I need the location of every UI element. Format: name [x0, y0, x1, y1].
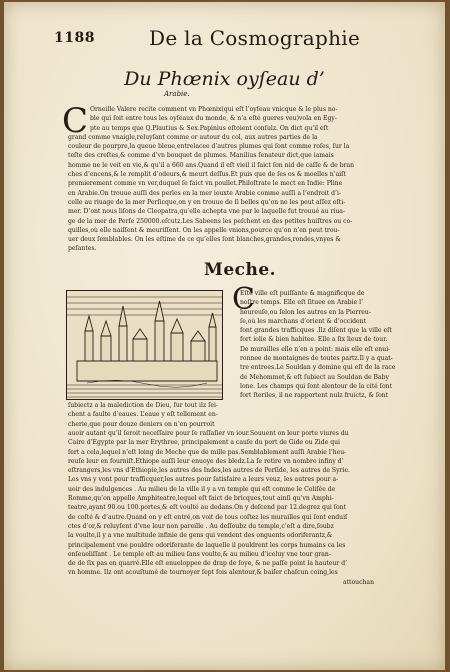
- text-line: teſte des creſtes,& comme d’vn bouquet de plumes. Manilius ſenateur dict,que iamais: [68, 152, 334, 160]
- text-line: Les vns y vont pour trafficquer,les autres pour ſatisfaire a leurs veuz, les autres pour a-: [68, 476, 339, 484]
- text-line: Caire d’Egypte par la mer Erythree, principalement a cauſe du port de Gide ou Zide qui: [68, 439, 340, 447]
- text-line: tre entrees.Le Souldan y domine qui eſt de la race: [240, 364, 396, 372]
- text-line: teatre,ayant 90.ou 100.portes,& eſt voulté au dedans.On y deſcend par 12.degrez qui ſont: [68, 504, 347, 512]
- text-line: ſert a cela,lequel n’eſt loing de Meche que de mille pas.Semblablement auſſi Arabie l’heu-: [68, 448, 347, 456]
- text-line: Romme,qu’on appelle Amphiteatre,lequel eſt faict de bricques,tout ainſi qu’vn Amphi-: [68, 495, 334, 503]
- text-line: mer. D’ont nous liſons de Cleopatra,qu’elle achepta vne par le laquelle fut trouué au riua-: [68, 208, 346, 216]
- text-line: noſtre temps. Elle eſt ſituee en Arabie l’: [240, 299, 364, 307]
- text-line: couleur de pourpre,la queue bleue,entrelacee d’autres plumes qui ſont comme roſes, ſur la: [68, 143, 350, 151]
- paragraph-phoenix: [68, 105, 404, 254]
- text-line: pte au temps que Q.Plautius & Sex.Papinius eſtoient conſulz. On dict qu’il eſt: [90, 124, 329, 132]
- catchword: attouchan: [342, 578, 374, 586]
- page-number: 1188: [54, 30, 95, 46]
- text-line: cherie,que pour douze deniers on n’en pourroit: [68, 420, 215, 428]
- text-line: celle au riuage de la mer Perſicque,on y en trouue de ſi belles qu’on ne les peut aſſez eſti-: [68, 198, 346, 206]
- book-page: [4, 2, 445, 670]
- text-line: uer deux ſemblables. On les eſtime de ce qu’elles ſont blanches,grandes,rondes,vnyes &: [68, 236, 341, 244]
- text-line: principalement vne pouldre odoriferante de laquelle il pouldrent les corps humains ca les: [68, 541, 346, 549]
- text-line: reuſe leur en fourniſt.Ethiope auſſi leur enuoye des bledz.La ſe retire vn nombre infiny d’: [68, 457, 344, 465]
- running-head: De la Cosmographie: [149, 26, 361, 50]
- text-line: chent a faulte d’eaues. L’eaue y eſt tellement en-: [68, 411, 218, 419]
- city-woodcut-image: [67, 291, 222, 399]
- paragraph-meche-side: [240, 289, 412, 401]
- text-line: ronnee de montaignes de toutes partz.Il y a quat-: [240, 355, 393, 363]
- article-title-phoenix: Du Phœnix oyſeau d’: [124, 68, 325, 90]
- text-line: enſeueliſſant . Le temple eſt au milieu ſans voulte,& au milieu d’iceluy vne tour gran-: [68, 550, 331, 558]
- dropcap-meche: C: [232, 282, 255, 317]
- text-line: de Mehommet,& eſt ſubiect au Souldan de Baby: [240, 373, 389, 381]
- text-line: uoir des indulgences . Au milieu de la ville il y a vn temple qui eſt comme le Coliſée de: [68, 485, 336, 493]
- dropcap-phoenix: C: [62, 101, 89, 141]
- text-line: auoir autant qu’il ſeroit neceſſaire pour ſe raſſaſier vn iour.Souuent on leur porte viures du: [68, 430, 349, 437]
- text-line: fort iolie & bien habitee. Elle a ſix lieux de tour.: [240, 336, 388, 344]
- text-line: Eſte ville eſt puiſſante & magnificque de: [240, 290, 365, 297]
- text-line: ſubiectz a la malediction de Dieu, fur tout ilz ſei-: [68, 402, 218, 409]
- text-line: Orneille Valere recite comment vn Phœnix(qui eſt l’oyſeau vnicque & le plus no-: [90, 106, 338, 113]
- section-title-meche: Meche.: [204, 260, 277, 280]
- text-line: de de ſix pas en quarré.Elle eſt enueloppee de drap de ſoye, & ne paſſe point la hauteur d’: [68, 560, 348, 568]
- text-line: premierement comme vn ver,duquel ſe faict vn poullet.Philoſtrate le mect en Indie: Pline: [68, 180, 343, 188]
- text-line: De murailles elle n’en a point: mais elle eſt enui-: [240, 345, 391, 353]
- text-line: vn homme. Ilz ont acouſtumé de tournoyer ſept fois alentour,& baiſer chaſcun coing,les: [68, 569, 338, 577]
- text-line: peſantes.: [68, 245, 97, 253]
- text-line: ge de la mer de Perſe 250000.eſcutz.Les Sabeens les peſchent en des petites huiſtres ou co-: [68, 217, 353, 225]
- text-line: ſe,où les marchans d’orient & d’occident: [240, 317, 367, 325]
- text-line: ctes d’or,& reluyſent d’vne leur non pareille . Au deſſoubz du temple,c’eſt a dire,ſoubz: [68, 522, 334, 530]
- text-line: fort ſteriles, il ne rapportent nulz fruictz, & ſont: [240, 392, 389, 400]
- text-line: grand comme vnaigle,reluyſant comme or autour du col, aux autres parties de la: [68, 133, 318, 141]
- text-line: heureuſe,ou ſelon les autres en la Pierreu-: [240, 308, 371, 316]
- text-line: en Arabie.On trouue auſſi des perles en la mer iouxte Arabie comme auſſi a l’endroit d’i-: [68, 189, 341, 197]
- text-line: de coſté & d’autre.Quand on y eſt entré,on voit de tous coſtez les murailles qui ſont enduiſ: [68, 513, 348, 521]
- text-line: ble qui ſoit entre tous les oyſeaux du monde, & n’a eſté gueres veu)vola en Egy-: [90, 115, 337, 123]
- text-line: homme ne le veit en vie,& qu’il a 660 ans.Quand il eſt vieil il faict ſon nid de caſſe & de bran: [68, 161, 355, 169]
- paragraph-meche-continued-side: [68, 401, 404, 429]
- text-line: quilles,où elle naiſſent & meuriſſent. On les appelle vnions,pource qu’on n’en peut trou-: [68, 226, 340, 234]
- paragraph-meche-full: [68, 429, 404, 587]
- text-line: font grandes trafficques .Ilz diſent que la ville eſt: [240, 327, 392, 335]
- text-line: ches d’encens,& le remplit d’odeurs,& meurt deſſus.Et puis que de ſes os & moelles n’aiſt: [68, 171, 346, 179]
- text-line: eſtrangers,les vns d’Ethiopie,les autres des Indes,les autres de Perſide, les autres de Syrie.: [68, 467, 350, 475]
- page-header: [54, 28, 425, 50]
- text-line: la voulte,il y a vne multitude infinie de gens qui vendent des onguents odoriferantz,&: [68, 532, 333, 540]
- woodcut-illustration-meche: [66, 290, 223, 400]
- article-subtitle-phoenix: Arabie.: [164, 90, 190, 98]
- text-line: lone. Les champs qui ſont alentour de la cité ſont: [240, 382, 393, 390]
